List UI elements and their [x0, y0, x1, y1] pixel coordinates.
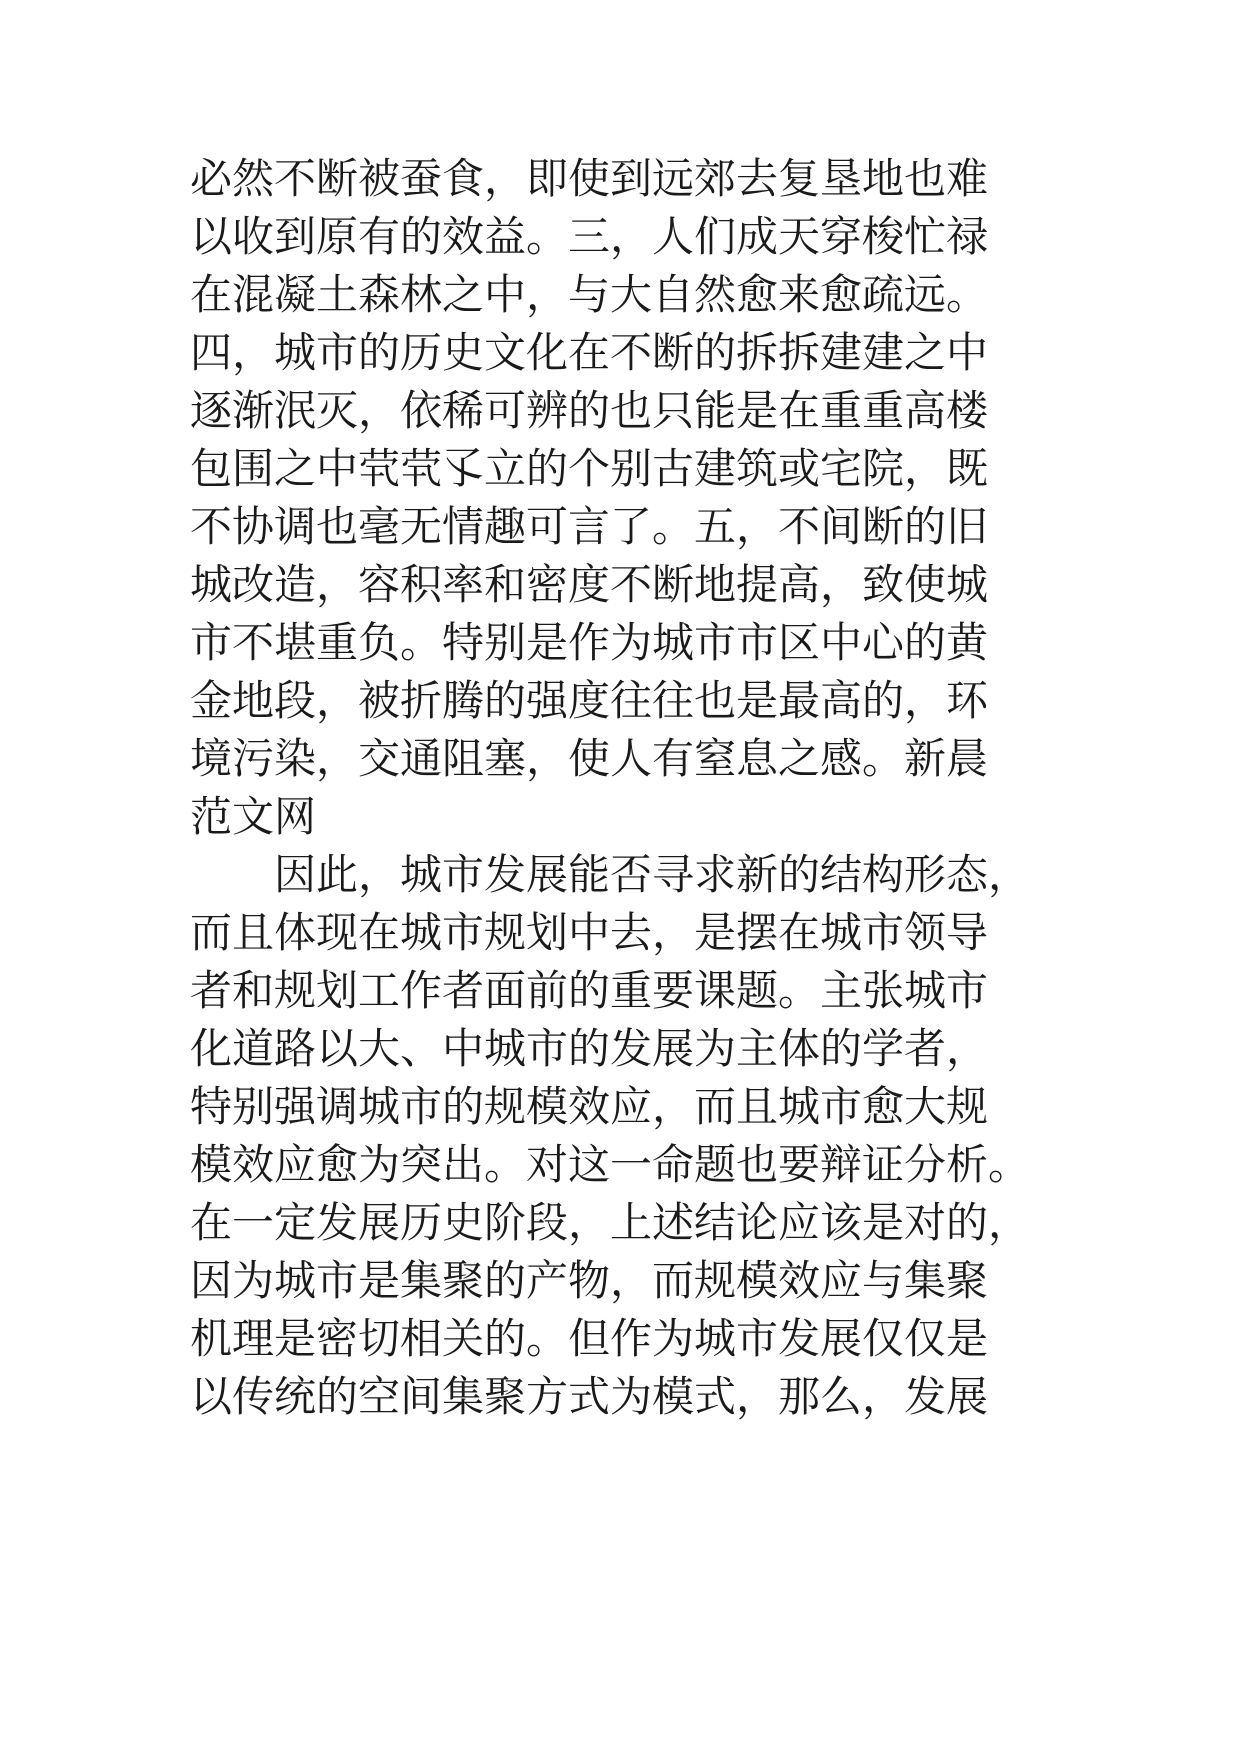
body-text: [190, 150, 1070, 1426]
text-line: 不协调也毫无情趣可言了。五，不间断的旧: [190, 502, 989, 551]
text-line: 者和规划工作者面前的重要课题。主张城市: [190, 966, 989, 1015]
text-line: 以传统的空间集聚方式为模式，那么，发展: [190, 1372, 989, 1421]
text-line: 在一定发展历史阶段，上述结论应该是对的，: [190, 1198, 1031, 1247]
text-line: 而且体现在城市规划中去，是摆在城市领导: [190, 908, 989, 957]
text-line: 包围之中茕茕孓立的个别古建筑或宅院，既: [190, 444, 989, 493]
text-line: 境污染，交通阻塞，使人有窒息之感。新晨: [190, 734, 989, 783]
text-line: 在混凝土森林之中，与大自然愈来愈疏远。: [190, 270, 989, 319]
text-line: 金地段，被折腾的强度往往也是最高的，环: [190, 676, 989, 725]
text-line: 四，城市的历史文化在不断的拆拆建建之中: [190, 328, 989, 377]
text-line: 逐渐泯灭，依稀可辨的也只能是在重重高楼: [190, 386, 989, 435]
text-line: 因此，城市发展能否寻求新的结构形态，: [190, 850, 1031, 899]
text-line: 化道路以大、中城市的发展为主体的学者，: [190, 1024, 989, 1073]
text-line: 必然不断被蚕食，即使到远郊去复垦地也难: [190, 154, 989, 203]
text-line: 机理是密切相关的。但作为城市发展仅仅是: [190, 1314, 989, 1363]
text-line: 以收到原有的效益。三，人们成天穿梭忙禄: [190, 212, 989, 261]
text-line: 范文网: [190, 792, 317, 841]
text-line: 特别强调城市的规模效应，而且城市愈大规: [190, 1082, 989, 1131]
text-line: 城改造，容积率和密度不断地提高，致使城: [190, 560, 989, 609]
text-line: 市不堪重负。特别是作为城市市区中心的黄: [190, 618, 989, 667]
text-line: 模效应愈为突出。对这一命题也要辩证分析。: [190, 1140, 1031, 1189]
text-line: 因为城市是集聚的产物，而规模效应与集聚: [190, 1256, 989, 1305]
